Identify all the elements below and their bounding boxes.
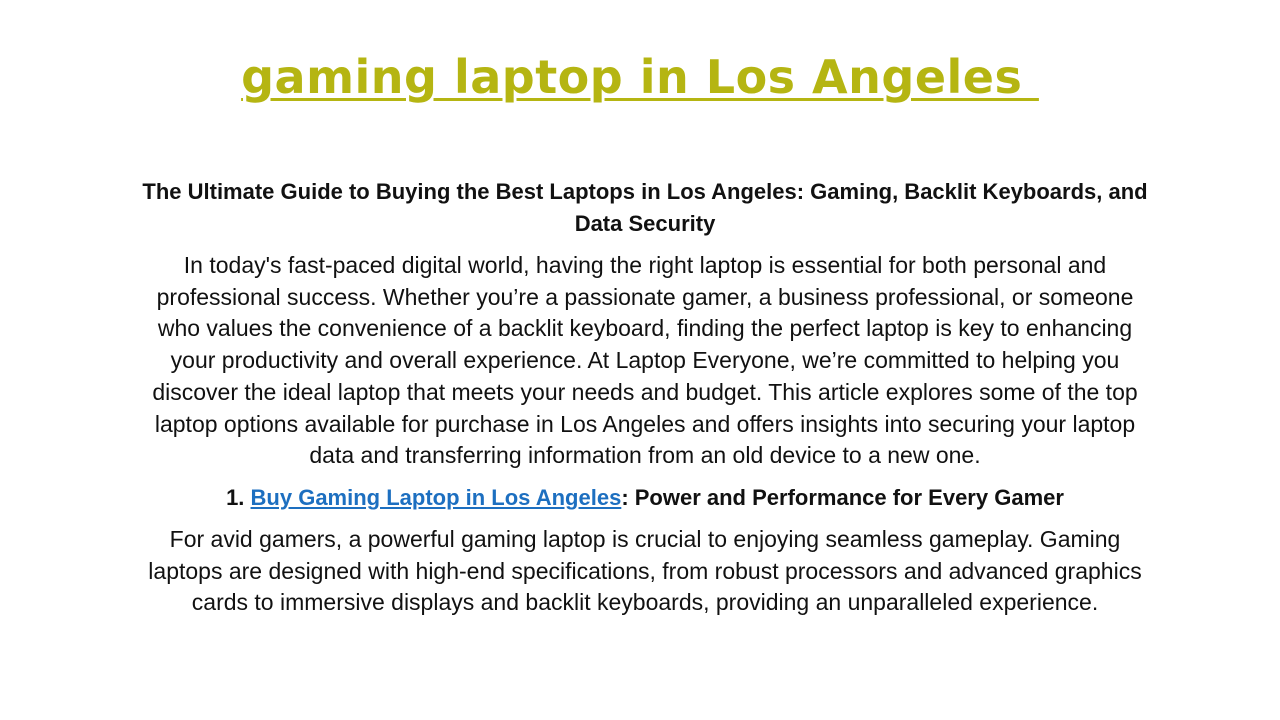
- section-1-heading-suffix: : Power and Performance for Every Gamer: [621, 484, 1064, 510]
- buy-gaming-laptop-link[interactable]: Buy Gaming Laptop in Los Angeles: [250, 484, 622, 510]
- page-title[interactable]: gaming laptop in Los Angeles: [241, 50, 1039, 104]
- intro-paragraph: In today's fast-paced digital world, having the right laptop is essential for both personal and professional success. Whether you’re a passionate gamer, a business professional, or someone who values the convenience of a backlit keyboard, finding the perfect laptop is key to enhancing your productivity and overall experience. At Laptop Everyone, we’re committed to helping you discover the ideal laptop that meets your needs and budget. This article explores some of the top laptop options available for purchase in Los Angeles and offers insights into securing your laptop data and transferring information from an old device to a new one.: [152, 252, 1138, 469]
- section-1-heading: [140, 482, 1150, 514]
- article-subtitle: The Ultimate Guide to Buying the Best Laptops in Los Angeles: Gaming, Backlit Keyboards, and Data Security: [142, 179, 1148, 236]
- section-1-number: 1.: [226, 484, 251, 510]
- section-1-paragraph: For avid gamers, a powerful gaming laptop is crucial to enjoying seamless gameplay. Gaming laptops are designed with high-end specifications, from robust processors and advanced graphics cards to immersive displays and backlit keyboards, providing an unparalleled experience.: [148, 525, 1142, 616]
- title-container: [0, 50, 1280, 105]
- content-body: [140, 176, 1150, 629]
